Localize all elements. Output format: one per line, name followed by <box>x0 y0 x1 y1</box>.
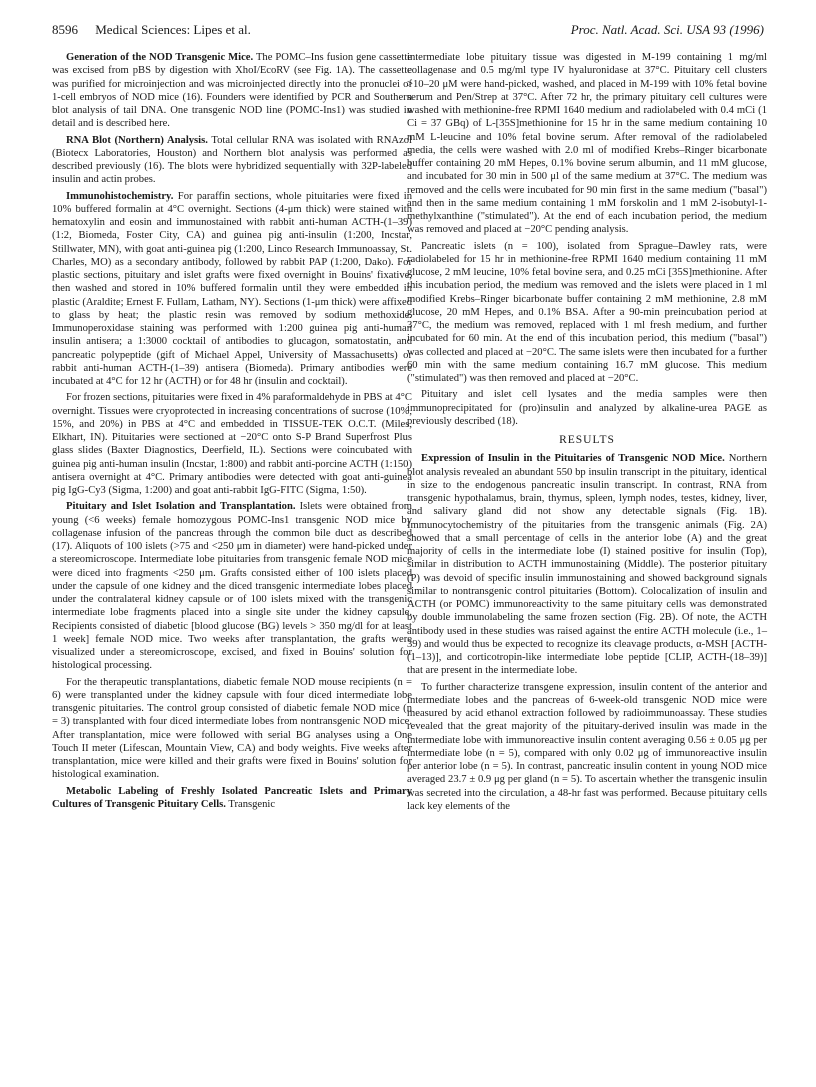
paragraph-text: intermediate lobe pituitary tissue was digested in M-199 containing 1 mg/ml collagenase and 0.5 mg/ml type IV hyaluronidase at 37°C. Pituitary cell clusters >10–20 μM were hand-picked, washed, and placed in M-199 with 10% fetal bovine serum and Pen/Strep at 37°C. After 72 hr, the primary pituitary cell cultures were washed with methionine-free RPMI 1640 medium and radiolabeled with 0.4 mCi (1 Ci = 37 GBq) of L-[35S]methionine for 15 hr in the same medium containing 10 mM L-leucine and 10% fetal bovine serum. After removal of the radiolabeled media, the cells were washed with 2.0 ml of modified Krebs–Ringer bicarbonate buffer containing 20 mM Hepes, 0.1% bovine serum albumin, and 11 mM glucose, and incubated for 30 min in 500 μl of the same medium at 37°C. The medium was removed and the cells were incubated for 90 min first in the same medium ("basal") and then in the same medium containing 1 mM forskolin and 1 mM 2-isobutyl-1-methylxanthine ("stimulated"). At the end of each incubation period, the medium was removed and placed at −20°C pending analysis. <box>407 52 767 236</box>
paragraph <box>52 785 412 812</box>
paragraph-text: Pancreatic islets (n = 100), isolated from Sprague–Dawley rats, were radiolabeled for 15 hr in methionine-free RPMI 1640 medium containing 11 mM glucose, 2 mM leucine, 10% fetal bovine sera, and 0.25 mCi [35S]methionine. After this incubation period, the medium was removed and the islets were placed in 1 ml modified Krebs–Ringer bicarbonate buffer containing 2 mM methionine, 2.8 mM glucose, 20 mM Hepes, and 0.1% BSA. After a 90-min preincubation period at 37°C, the medium was removed, replaced with 1 ml fresh medium, and further incubated for 60 min. At the end of this incubation period, this medium ("basal") was collected and placed at −20°C. The same islets were then incubated for a further 60 min with the same medium containing 16.7 mM glucose. This medium ("stimulated") was then removed and placed at −20°C. <box>407 240 767 384</box>
paragraph-text: Northern blot analysis revealed an abundant 550 bp insulin transcript in the pituitary, identical in size to the endogenous pancreatic insulin transcript. In contrast, RNA from transgenic hypothalamus, brain, thymus, spleen, lymph nodes, testes, kidney, liver, and salivary gland did not show any detectable signals (Fig. 1B). Immunocytochemistry of the pituitaries from the transgenic animals (Fig. 2A) showed that a small percentage of cells in the anterior lobe (A) and the great majority of cells in the intermediate lobe (I) stained positive for insulin (Top), similar in distribution to ACTH immunostaining (Middle). The posterior pituitary (P) was devoid of specific insulin immunostaining and showed background signals similar to nontransgenic control pituitaries (Bottom). Colocalization of insulin and ACTH (or POMC) immunoreactivity to the same pituitary cells was demonstrated by double immunolabeling the same frozen section (Fig. 2B). Of note, the ACTH antibody used in these studies was raised against the entire ACTH molecule (i.e., 1–39) and would thus be expected to recognize its cleavage products, α-MSH [ACTH-(1–13)], and corticotropin-like intermediate lobe peptide [CLIP, ACTH-(18–39)] that are present in the intermediate lobe. <box>407 453 767 677</box>
paragraph <box>52 676 412 782</box>
running-title: Medical Sciences: Lipes et al. <box>95 22 251 37</box>
paragraph <box>407 388 767 428</box>
paragraph <box>407 240 767 386</box>
journal-citation: Proc. Natl. Acad. Sci. USA 93 (1996) <box>570 22 764 37</box>
paragraph-text: For paraffin sections, whole pituitaries were fixed in 10% buffered formalin at 4°C overnight. Sections (4-μm thick) were stained with hematoxylin and eosin and immunostained with rabbit anti-human ACTH-(1–39) (1:2, Biomeda, Foster City, CA) and guinea pig anti-insulin (1:200, Incstar, Stillwater, MN), with goat anti-guinea pig (1:200, Linco Research Immunoassay, St. Charles, MO) as a secondary antibody, followed by rabbit PAP (1:200, Dako). For plastic sections, pituitary and islet grafts were fixed overnight in Bouins' fixative, then washed and stored in 10% buffered formalin until they were embedded in plastic (Araldite; Ernest F. Fullam, Latham, NY). Sections (1-μm thick) were affixed to glass by heat; the plastic resin was removed by sodium methoxide. Immunoperoxidase staining was performed with 1:200 guinea pig anti-human insulin antisera; a 1:3000 cocktail of antibodies to glucagon, somatostatin, and pancreatic polypeptide (gift of Michael Appel, University of Massachusetts) or rabbit anti-human ACTH-(1–39) antisera (Biomeda). Primary antibodies were incubated at 4°C for 12 hr (ACTH) or for 48 hr (insulin and cocktail). <box>52 190 412 387</box>
paragraph-run-in-heading: Metabolic Labeling of Freshly Isolated Pancreatic Islets and Primary Cultures of Transgenic Pituitary Cells. <box>52 785 412 810</box>
paragraph-run-in-heading: RNA Blot (Northern) Analysis. <box>66 134 208 146</box>
paragraph <box>407 452 767 677</box>
paragraph-text: Pituitary and islet cell lysates and the media samples were then immunoprecipitated for (pro)insulin and analyzed by alkaline-urea PAGE as previously described (18). <box>407 389 767 427</box>
paragraph-run-in-heading: Expression of Insulin in the Pituitaries of Transgenic NOD Mice. <box>421 453 725 465</box>
right-column <box>407 51 767 816</box>
paragraph-text: Total cellular RNA was isolated with RNAzol (Biotecx Laboratories, Houston) and Northern blot analysis was performed as described previously (16). The blots were hybridized sequentially with 32P-labeled insulin and actin probes. <box>52 134 412 186</box>
paragraph-text: Transgenic <box>228 798 276 810</box>
paragraph <box>52 391 412 497</box>
methods-continued <box>407 51 767 428</box>
paragraph-text: Islets were obtained from young (<6 weeks) female homozygous POMC-Ins1 transgenic NOD mice by collagenase infusion of the pancreas through the common bile duct as described (17). Aliquots of 100 islets (>75 and <250 μm in diameter) were hand-picked under a stereomicroscope. Intermediate lobe pituitaries from transgenic female NOD mice were diced into fragments <250 μm. Grafts consisted either of 100 islets placed under the capsule of one kidney and the diced transgenic intermediate lobes placed under the contralateral kidney capsule or of 100 islets mixed with the transgenic intermediate lobe fragments placed into a single site under the kidney capsule. Recipients consisted of diabetic [blood glucose (BG) levels > 350 mg/dl for at least 1 week] female NOD mice. Two weeks after transplantation, the grafts were visualized under a stereomicroscope, excised, and fixed in Bouins' solution for histological processing. <box>52 501 412 672</box>
page-number: 8596 <box>52 22 78 37</box>
paragraph <box>52 190 412 389</box>
paragraph-text: To further characterize transgene expression, insulin content of the anterior and intermediate lobes and the pancreas of 6-week-old transgenic NOD mice were measured by acid ethanol extraction followed by radioimmunoassay. These studies revealed that the great majority of the pituitary-derived insulin was made in the intermediate lobe with immunoreactive insulin content averaging 0.56 ± 0.05 μg per intermediate lobe (n = 5), compared with only 0.02 μg of immunoreactive insulin per anterior lobe (n = 5). In contrast, pancreatic insulin content in young NOD mice averaged 23.7 ± 0.9 μg per gland (n = 5). To ascertain whether the transgenic insulin was secreted into the circulation, a 48-hr fast was performed. Because pituitary cells lack key elements of the <box>407 681 767 812</box>
paragraph-run-in-heading: Pituitary and Islet Isolation and Transplantation. <box>66 501 296 513</box>
page-header <box>52 20 764 40</box>
paragraph-run-in-heading: Generation of the NOD Transgenic Mice. <box>66 52 254 63</box>
paragraph-text: The POMC–Ins fusion gene cassette was excised from pBS by digestion with XhoI/EcoRV (see Fig. 1A). The cassette was purified for microinjection and was microinjected directly into the pronuclei of 1-cell embryos of NOD mice (16). Founders were identified by PCR and Southern blot analysis of tail DNA. One transgenic NOD line (POMC-Ins1) was studied in detail and is described here. <box>52 52 412 130</box>
paragraph <box>407 51 767 237</box>
paragraph-text: For frozen sections, pituitaries were fixed in 4% paraformaldehyde in PBS at 4°C overnight. Tissues were cryoprotected in increasing concentrations of sucrose (10%, 15%, and 20%) in PBS at 4°C and embedded in TISSUE-TEK O.C.T. (Miles, Elkhart, IN). Pituitaries were sectioned at −20°C onto S-P Brand Superfrost Plus glass slides (Baxter Diagnostics, Deerfield, IL). Sections were coincubated with guinea pig anti-human insulin (Incstar, 1:800) and rabbit anti-porcine ACTH (1:150) antisera overnight at 4°C. Primary antibodies were detected with goat anti-guinea pig IgG-Cy3 (Sigma, 1:200) and goat anti-rabbit IgG-FITC (Sigma, 1:50). <box>52 392 412 496</box>
paragraph <box>407 681 767 814</box>
paragraph <box>52 134 412 187</box>
results-section <box>407 452 767 813</box>
paragraph-text: For the therapeutic transplantations, diabetic female NOD mouse recipients (n = 6) were transplanted under the kidney capsule with four diced intermediate lobe transgenic pituitaries. The control group consisted of diabetic female NOD mice (n = 3) transplanted with four diced intermediate lobes from nontransgenic NOD mice. After transplantation, mice were followed with serial BG analyses using a One Touch II meter (Lifescan, Mountain View, CA) and body weights. Five weeks after transplantation, mice were killed and their grafts were fixed in Bouins' solution for histological examination. <box>52 676 412 781</box>
left-column <box>52 51 412 814</box>
paragraph-run-in-heading: Immunohistochemistry. <box>66 190 174 202</box>
paragraph <box>52 500 412 672</box>
paragraph <box>52 51 412 131</box>
results-heading: RESULTS <box>559 434 615 446</box>
